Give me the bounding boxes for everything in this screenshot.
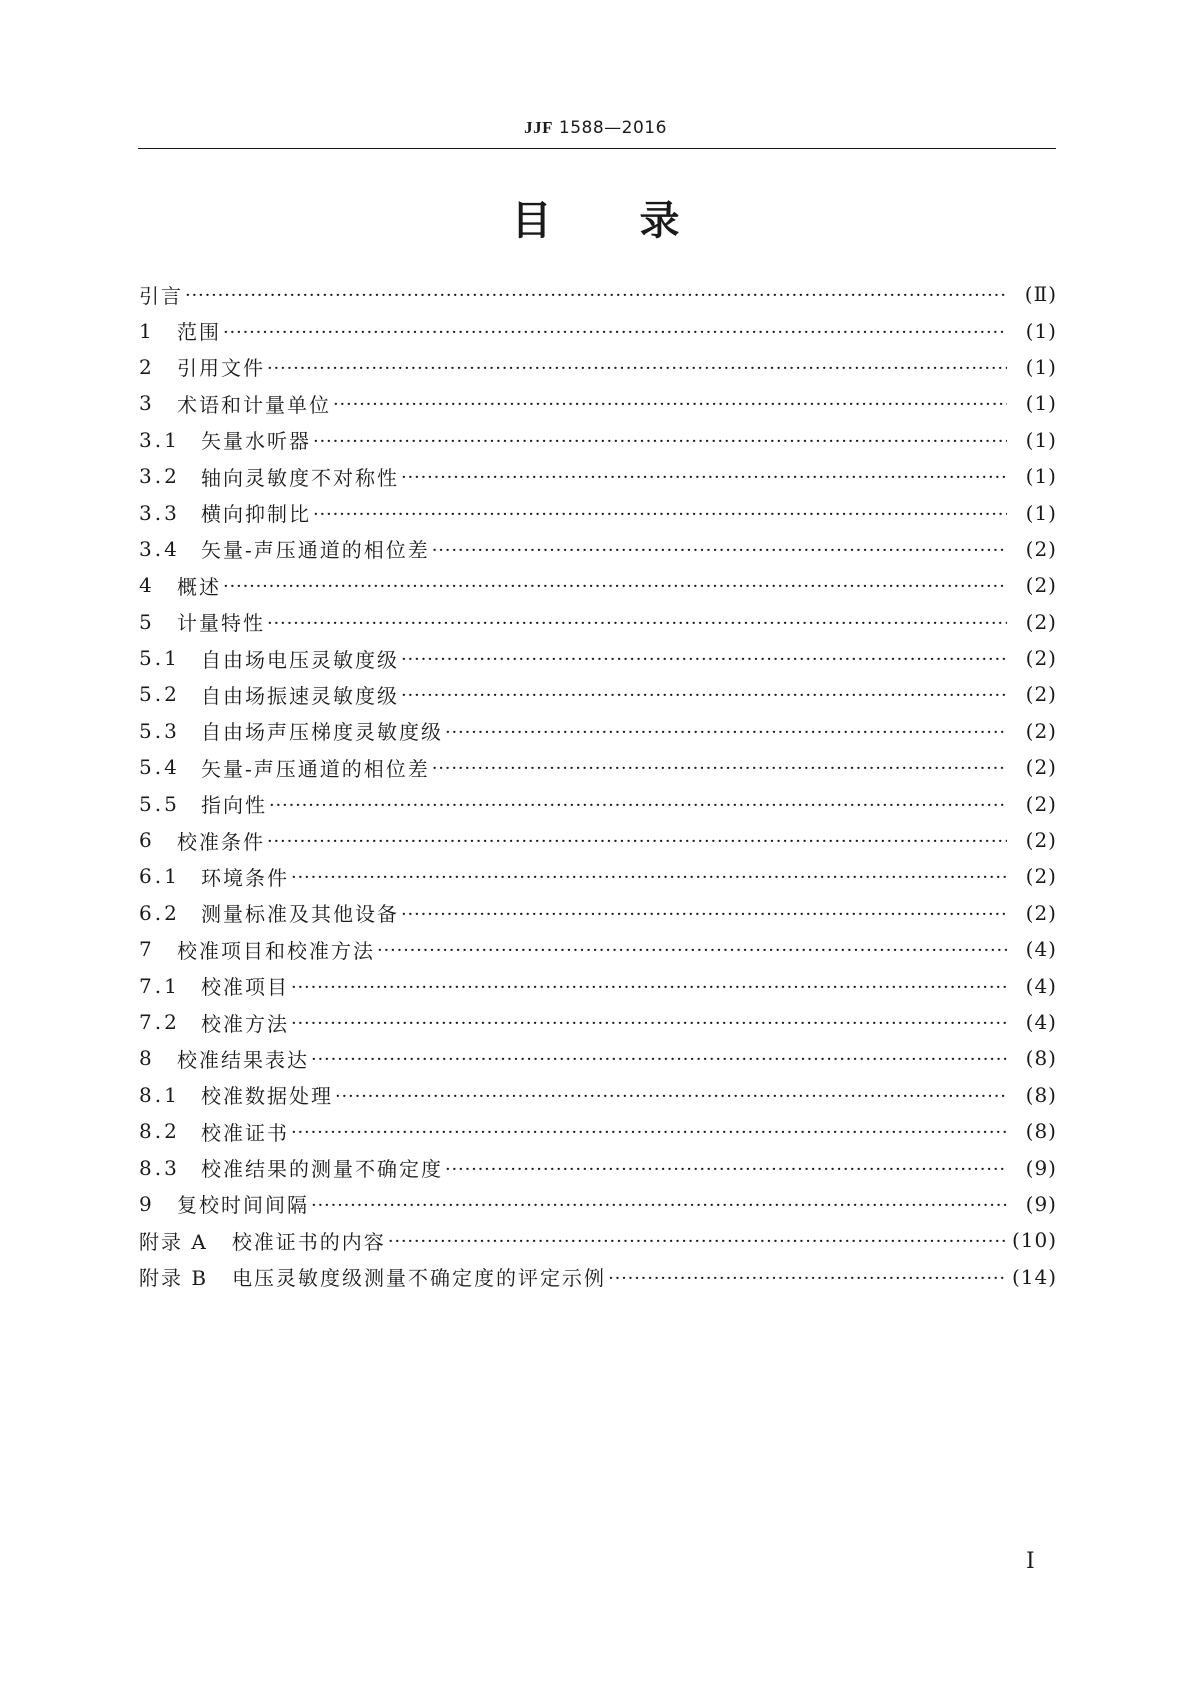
toc-entry-page: (8) bbox=[1025, 1046, 1057, 1071]
toc-entry-number: 5 bbox=[139, 609, 155, 634]
toc-entry-page: (2) bbox=[1025, 573, 1057, 598]
toc-entry-page: (9) bbox=[1025, 1155, 1057, 1180]
toc-leader-dots bbox=[401, 465, 1007, 487]
toc-leader-dots bbox=[432, 756, 1007, 778]
toc-entry-page: (8) bbox=[1025, 1119, 1057, 1144]
toc-entry-page: (1) bbox=[1025, 500, 1057, 525]
toc-entry-number: 5.5 bbox=[139, 791, 180, 816]
toc-entry-label: 复校时间间隔 bbox=[177, 1193, 309, 1218]
toc-entry-page: (9) bbox=[1025, 1191, 1057, 1216]
toc-entry-page: (10) bbox=[1011, 1228, 1057, 1253]
toc-entry[interactable] bbox=[139, 422, 1057, 458]
toc-entry-label: 矢量-声压通道的相位差 bbox=[201, 538, 430, 563]
toc-entry-label: 自由场振速灵敏度级 bbox=[201, 683, 399, 708]
toc-entry[interactable] bbox=[139, 567, 1057, 603]
toc-entry-label: 环境条件 bbox=[201, 865, 289, 890]
toc-entry[interactable] bbox=[139, 1222, 1057, 1258]
toc-entry-page: (2) bbox=[1025, 791, 1057, 816]
toc-entry-label: 轴向灵敏度不对称性 bbox=[201, 465, 399, 490]
table-of-contents bbox=[139, 276, 1057, 1295]
toc-entry-number: 5.3 bbox=[139, 718, 180, 743]
running-header bbox=[0, 118, 1191, 138]
toc-leader-dots bbox=[291, 975, 1007, 997]
toc-entry-number: 附录 B bbox=[139, 1266, 209, 1291]
toc-entry[interactable] bbox=[139, 676, 1057, 712]
toc-entry-number: 1 bbox=[139, 318, 155, 343]
toc-entry[interactable] bbox=[139, 931, 1057, 967]
toc-leader-dots bbox=[377, 938, 1007, 960]
toc-leader-dots bbox=[291, 1120, 1007, 1142]
toc-entry[interactable] bbox=[139, 749, 1057, 785]
toc-entry-number: 8.3 bbox=[139, 1155, 180, 1180]
toc-entry[interactable] bbox=[139, 858, 1057, 894]
toc-entry-page: (1) bbox=[1025, 464, 1057, 489]
toc-entry-number: 附录 A bbox=[139, 1229, 208, 1254]
toc-leader-dots bbox=[445, 720, 1007, 742]
toc-entry-label: 校准证书的内容 bbox=[231, 1229, 386, 1254]
toc-leader-dots bbox=[223, 320, 1007, 342]
toc-entry[interactable] bbox=[139, 385, 1057, 421]
toc-entry-number: 8.2 bbox=[139, 1119, 180, 1144]
toc-leader-dots bbox=[311, 1047, 1007, 1069]
toc-entry-label: 测量标准及其他设备 bbox=[201, 902, 399, 927]
toc-entry-label: 引言 bbox=[139, 283, 183, 308]
toc-entry-number: 7.1 bbox=[139, 973, 180, 998]
toc-entry-label: 自由场声压梯度灵敏度级 bbox=[201, 720, 443, 745]
toc-leader-dots bbox=[185, 283, 1007, 305]
toc-entry[interactable] bbox=[139, 713, 1057, 749]
toc-leader-dots bbox=[311, 1193, 1007, 1215]
toc-entry[interactable] bbox=[139, 1004, 1057, 1040]
toc-entry-page: (1) bbox=[1025, 427, 1057, 452]
toc-entry-label: 校准条件 bbox=[177, 829, 265, 854]
toc-leader-dots bbox=[335, 1084, 1007, 1106]
toc-entry-page: (2) bbox=[1025, 609, 1057, 634]
toc-entry-page: (2) bbox=[1025, 755, 1057, 780]
toc-leader-dots bbox=[223, 574, 1007, 596]
toc-leader-dots bbox=[291, 865, 1007, 887]
toc-entry-page: (2) bbox=[1025, 646, 1057, 671]
toc-entry[interactable] bbox=[139, 276, 1057, 312]
toc-entry[interactable] bbox=[139, 349, 1057, 385]
toc-leader-dots bbox=[432, 538, 1007, 560]
toc-entry[interactable] bbox=[139, 1149, 1057, 1185]
toc-leader-dots bbox=[401, 902, 1007, 924]
toc-entry-number: 3.4 bbox=[139, 536, 180, 561]
toc-entry[interactable] bbox=[139, 785, 1057, 821]
toc-entry-page: (2) bbox=[1025, 900, 1057, 925]
toc-entry-number: 7.2 bbox=[139, 1010, 180, 1034]
toc-entry[interactable] bbox=[139, 494, 1057, 530]
toc-entry-number: 2 bbox=[139, 354, 155, 379]
toc-leader-dots bbox=[401, 647, 1007, 669]
toc-entry-number: 8 bbox=[139, 1046, 155, 1071]
title-char-1: 目 bbox=[511, 198, 552, 244]
toc-leader-dots bbox=[313, 429, 1007, 451]
toc-entry[interactable] bbox=[139, 895, 1057, 931]
toc-entry-page: (2) bbox=[1025, 828, 1057, 853]
title-char-2: 录 bbox=[639, 198, 680, 244]
toc-leader-dots bbox=[445, 1157, 1007, 1179]
toc-entry[interactable] bbox=[139, 312, 1057, 348]
toc-entry-number: 6.2 bbox=[139, 900, 180, 925]
toc-entry-page: (2) bbox=[1025, 718, 1057, 743]
toc-entry-label: 计量特性 bbox=[177, 611, 265, 636]
toc-leader-dots bbox=[608, 1266, 1007, 1288]
toc-entry-label: 电压灵敏度级测量不确定度的评定示例 bbox=[232, 1266, 607, 1291]
toc-entry-page: (Ⅱ) bbox=[1024, 282, 1057, 307]
toc-entry-number: 6 bbox=[139, 828, 155, 853]
toc-entry-label: 矢量-声压通道的相位差 bbox=[201, 756, 430, 781]
toc-entry-label: 校准证书 bbox=[201, 1120, 289, 1145]
toc-entry-page: (1) bbox=[1025, 354, 1057, 379]
toc-entry-number: 6.1 bbox=[139, 864, 180, 889]
toc-entry-number: 7 bbox=[139, 937, 155, 962]
toc-entry[interactable] bbox=[139, 1259, 1057, 1295]
toc-entry[interactable] bbox=[139, 1113, 1057, 1149]
toc-entry-number: 5.1 bbox=[139, 646, 180, 671]
toc-leader-dots bbox=[267, 356, 1007, 378]
toc-entry-label: 校准结果表达 bbox=[177, 1047, 309, 1072]
toc-leader-dots bbox=[269, 793, 1007, 815]
toc-entry-label: 指向性 bbox=[201, 793, 267, 818]
toc-entry-page: (1) bbox=[1025, 391, 1057, 416]
toc-leader-dots bbox=[388, 1229, 1007, 1251]
toc-entry[interactable] bbox=[139, 604, 1057, 640]
toc-entry-page: (4) bbox=[1025, 973, 1057, 998]
toc-entry[interactable] bbox=[139, 458, 1057, 494]
toc-entry-page: (2) bbox=[1025, 536, 1057, 561]
toc-entry-number: 3.1 bbox=[139, 427, 180, 452]
toc-entry-label: 校准结果的测量不确定度 bbox=[201, 1157, 443, 1182]
toc-entry-label: 引用文件 bbox=[177, 356, 265, 381]
toc-entry[interactable] bbox=[139, 1186, 1057, 1222]
toc-entry-page: (2) bbox=[1025, 864, 1057, 889]
toc-leader-dots bbox=[333, 392, 1007, 414]
toc-entry-number: 3 bbox=[139, 391, 155, 416]
header-divider bbox=[138, 148, 1056, 149]
toc-entry-page: (8) bbox=[1025, 1082, 1057, 1107]
toc-entry-number: 9 bbox=[139, 1191, 155, 1216]
toc-entry[interactable] bbox=[139, 967, 1057, 1003]
toc-entry-number: 3.3 bbox=[139, 500, 180, 525]
page-title bbox=[0, 197, 1191, 245]
toc-leader-dots bbox=[313, 502, 1007, 524]
toc-entry-number: 8.1 bbox=[139, 1082, 180, 1107]
toc-entry-label: 概述 bbox=[177, 574, 221, 599]
toc-entry-number: 5.4 bbox=[139, 755, 180, 780]
toc-entry-page: (4) bbox=[1025, 937, 1057, 962]
toc-entry-number: 4 bbox=[139, 573, 155, 598]
standard-code-number: 1588—2016 bbox=[558, 118, 667, 138]
toc-entry[interactable] bbox=[139, 822, 1057, 858]
toc-entry-label: 矢量水听器 bbox=[201, 429, 311, 454]
toc-entry-page: (14) bbox=[1011, 1264, 1057, 1289]
toc-leader-dots bbox=[267, 829, 1007, 851]
toc-leader-dots bbox=[401, 683, 1007, 705]
toc-entry-label: 校准方法 bbox=[201, 1011, 289, 1036]
toc-entry-page: (2) bbox=[1025, 682, 1057, 707]
toc-entry-label: 校准数据处理 bbox=[201, 1084, 333, 1109]
toc-entry[interactable] bbox=[139, 531, 1057, 567]
toc-entry-page: (1) bbox=[1025, 318, 1057, 343]
toc-leader-dots bbox=[267, 611, 1007, 633]
toc-entry-label: 横向抑制比 bbox=[201, 502, 311, 527]
toc-entry-page: (4) bbox=[1025, 1010, 1057, 1034]
toc-entry[interactable] bbox=[139, 1077, 1057, 1113]
page-number: Ⅰ bbox=[1026, 1548, 1035, 1573]
toc-entry-number: 5.2 bbox=[139, 682, 180, 707]
toc-entry-label: 术语和计量单位 bbox=[177, 392, 331, 417]
toc-leader-dots bbox=[291, 1011, 1007, 1033]
standard-code-prefix: JJF bbox=[524, 118, 553, 137]
toc-entry-label: 自由场电压灵敏度级 bbox=[201, 647, 399, 672]
toc-entry-label: 校准项目 bbox=[201, 975, 289, 1000]
toc-entry-number: 3.2 bbox=[139, 464, 180, 489]
toc-entry[interactable] bbox=[139, 640, 1057, 676]
toc-entry-label: 范围 bbox=[177, 320, 221, 345]
toc-entry[interactable] bbox=[139, 1040, 1057, 1076]
toc-entry-label: 校准项目和校准方法 bbox=[177, 938, 375, 963]
